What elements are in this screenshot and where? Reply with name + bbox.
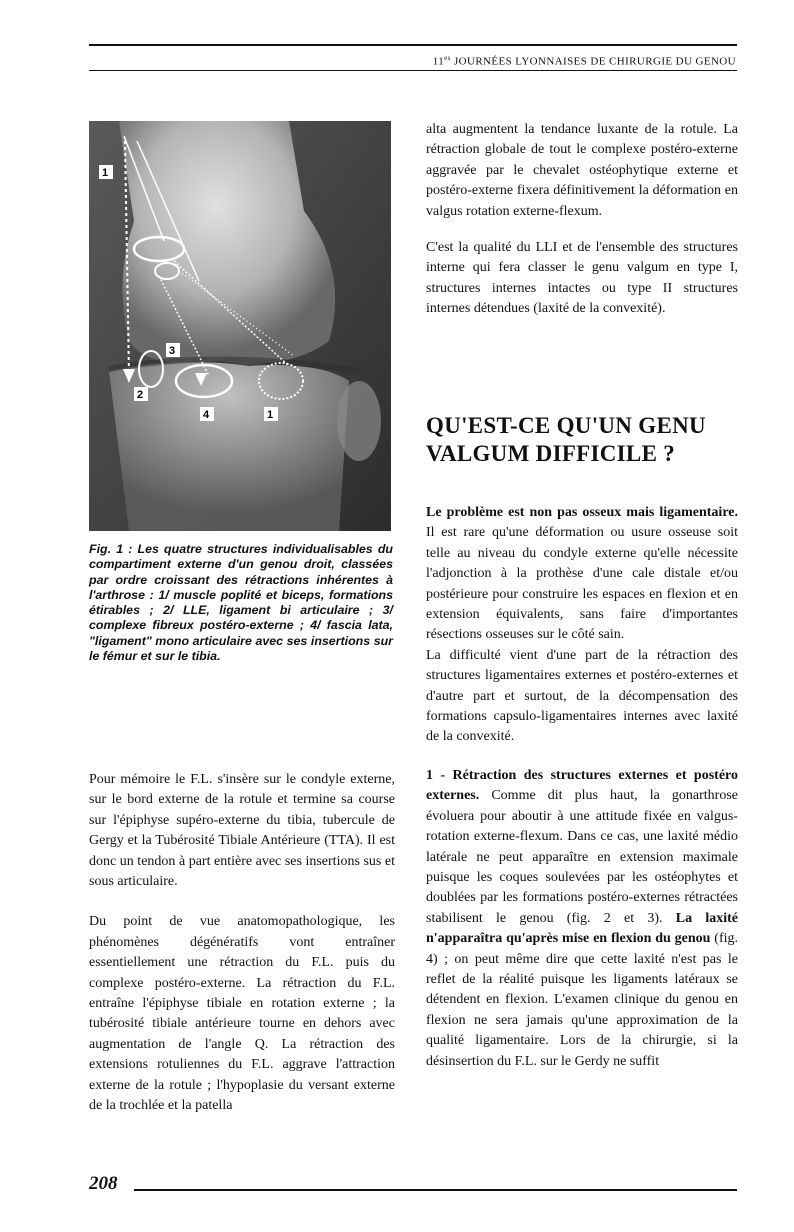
right-paragraph-1: alta augmentent la tendance luxante de la rotule. La rétraction globale de tout le complexe postéro-externe aggravée par le chevalet ostéophytique externe et postéro-externe fixera définitivement la déformation en valgus rotation externe-flexum. [426, 122, 738, 219]
left-paragraph-2: Du point de vue anatomopathologique, les phénomènes dégénératifs vont entraîner essentiellement une rétraction du F.L. puis du complexe postéro-externe. La rétraction du F.L. entraîne l'épiphyse tibiale en rotation externe ; la tubérosité tibiale antérieure tourne en dehors avec augmentation de l'angle Q. La rétraction des extensions rotuliennes du F.L. aggrave l'attraction externe de la rotule ; l'hypoplasie du versant externe de la trochlée et la patella [89, 914, 395, 1114]
header-ordinal: 11 [432, 55, 445, 68]
right-paragraph-4: La difficulté vient d'une part de la rétraction des structures ligamentaires externes et postéro-externes et d'autre part et surtout, de la décompensation des formations capsulo-ligamentaires internes avec laxité de la convexité. [426, 647, 738, 745]
page-number: 208 [89, 1173, 118, 1194]
right-paragraph-3-lead: Le problème est non pas osseux mais ligamentaire. [426, 505, 738, 520]
right-paragraph-5-body-a: Comme dit plus haut, la gonarthrose évoluera pour aboutir à une attitude fixée en valgus-rotation externe-flexum. Dans ce cas, une laxité médio latérale ne peut apparaître en extension maximale puisque les coques soulevées par les ostéophytes et doublées par les formations postéro-externes rétractées stabilisent le genou (fig. 2 et 3). [426, 788, 738, 926]
right-paragraph-5-lead: 1 - Rétraction des structures externes et postéro externes. [426, 767, 738, 804]
fig-label-3: 3 [169, 345, 176, 357]
section-heading: QU'EST-CE QU'UN GENU VALGUM DIFFICILE ? [426, 413, 706, 466]
right-paragraph-5-emphasis: La laxité n'apparaîtra qu'après mise en flexion du genou [426, 910, 738, 947]
header-rule-bottom [89, 70, 737, 71]
left-paragraph-1: Pour mémoire le F.L. s'insère sur le condyle externe, sur le bord externe de la rotule et termine sa course sur l'épiphyse supéro-externe du tibia, tubercule de Gergy et la Tubérosité Tibiale Antérieure (TTA). Il est donc un tendon à part entière avec ses insertions sus et sous articulaire. [89, 772, 395, 890]
right-column-top [426, 120, 738, 320]
fig-label-2: 2 [137, 389, 144, 401]
running-header [433, 54, 736, 68]
left-column [89, 770, 395, 1117]
right-paragraph-5 [426, 766, 738, 1072]
header-rule-top [89, 44, 737, 46]
header-superscript: es [444, 54, 451, 62]
xray-figure [89, 121, 391, 531]
right-column-bottom [426, 503, 738, 1072]
xray-image [89, 121, 391, 531]
fig-label-1b: 1 [267, 409, 274, 421]
footer-rule [134, 1189, 737, 1191]
right-paragraph-5-body-b: (fig. 4) ; on peut même dire que cette laxité n'est pas le reflet de la réalité puisque les ligaments latéraux se détendent en flexion. L'examen clinique du genou en flexion ne sera jamais qu'une approximation de la qualité ligamentaire. Lors de la chirurgie, si la désinsertion du F.L. sur le Gerdy ne suffit [426, 931, 738, 1069]
right-paragraph-3 [426, 503, 738, 646]
fig-label-4: 4 [203, 409, 210, 421]
right-paragraph-2: C'est la qualité du LLI et de l'ensemble des structures interne qui fera classer le genu valgum en type I, structures internes intactes ou type II structures internes détendues (laxité de la convexité). [426, 240, 738, 317]
fig-label-1a: 1 [102, 167, 109, 179]
header-title: JOURNÉES LYONNAISES DE CHIRURGIE DU GENOU [453, 55, 736, 68]
right-paragraph-3-body: Il est rare qu'une déformation ou usure osseuse soit telle au niveau du condyle externe qu'elle nécessite l'adjonction à la prothèse d'une cale distale et/ou postérieure pour construire les espaces en flexion et en extension équivalents, sans faire d'importantes résections osseuses sur le côté sain. [426, 525, 738, 643]
figure-caption: Fig. 1 : Les quatre structures individualisables du compartiment externe d'un genou droit, classées par ordre croissant des rétractions inhérentes à l'arthrose : 1/ muscle poplité et biceps, formations étirables ; 2/ LLE, ligament bi articulaire ; 3/ complexe fibreux postéro-externe ; 4/ fascia lata, "ligament" mono articulaire avec ses insertions sur le fémur et sur le tibia. [89, 542, 393, 664]
